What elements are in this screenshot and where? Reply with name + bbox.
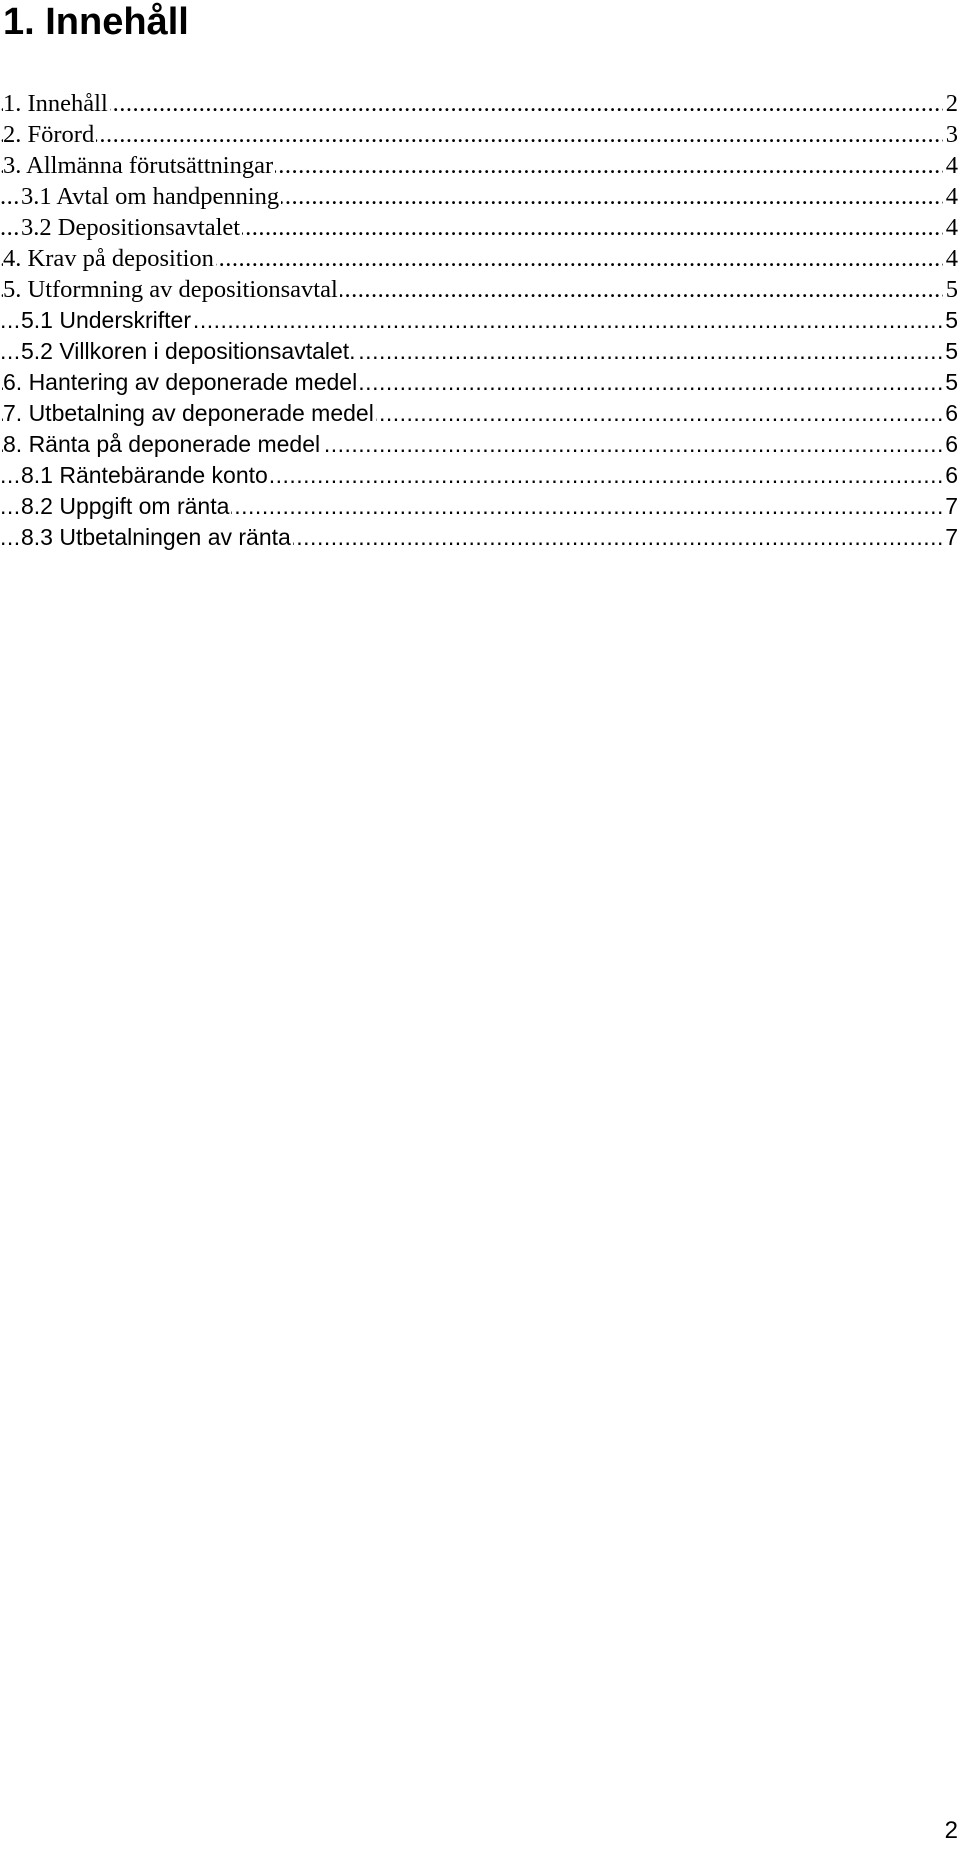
toc-entry-title: 1. Innehåll xyxy=(3,90,108,117)
toc-entry-title: 6. Hantering av deponerade medel xyxy=(3,369,358,395)
toc-entry-rantebarande-konto[interactable] xyxy=(0,460,958,491)
toc-entry-villkoren[interactable] xyxy=(0,336,958,367)
toc-entry-ranta[interactable] xyxy=(0,429,958,460)
toc-leader xyxy=(0,119,958,150)
toc-entry-title: 3.1 Avtal om handpenning xyxy=(21,183,280,210)
page-number: 2 xyxy=(944,1817,958,1844)
toc-entry-page: 3 xyxy=(943,119,958,150)
toc-entry-hantering[interactable] xyxy=(0,367,958,398)
toc-entry-page: 2 xyxy=(943,88,958,119)
toc-entry-utbetalning[interactable] xyxy=(0,398,958,429)
toc-entry-innehall[interactable] xyxy=(0,88,958,119)
toc-entry-title: 3. Allmänna förutsättningar xyxy=(3,152,274,179)
toc-entry-page: 7 xyxy=(942,491,958,522)
toc-entry-underskrifter[interactable] xyxy=(0,305,958,336)
toc-entry-allmanna-forutsattningar[interactable] xyxy=(0,150,958,181)
toc-entry-utbetalningen-av-ranta[interactable] xyxy=(0,522,958,553)
toc-entry-depositionsavtalet[interactable] xyxy=(0,212,958,243)
toc-entry-page: 5 xyxy=(942,336,958,367)
toc-entry-utformning[interactable] xyxy=(0,274,958,305)
toc-entry-page: 4 xyxy=(943,150,958,181)
toc-entry-title: 8.2 Uppgift om ränta xyxy=(21,493,230,519)
toc-entry-avtal-om-handpenning[interactable] xyxy=(0,181,958,212)
toc-entry-title: 2. Förord xyxy=(3,121,95,148)
page-title: 1. Innehåll xyxy=(3,1,189,43)
toc-entry-page: 6 xyxy=(942,429,958,460)
toc-entry-page: 4 xyxy=(943,243,958,274)
toc-entry-page: 6 xyxy=(942,460,958,491)
toc-entry-page: 4 xyxy=(943,212,958,243)
toc-entry-title: 7. Utbetalning av deponerade medel xyxy=(3,400,374,426)
toc-entry-title: 8.3 Utbetalningen av ränta xyxy=(21,524,291,550)
toc-entry-title: 8. Ränta på deponerade medel xyxy=(3,431,321,457)
toc-entry-page: 4 xyxy=(943,181,958,212)
toc-entry-uppgift-om-ranta[interactable] xyxy=(0,491,958,522)
toc-leader xyxy=(0,88,958,119)
toc-entry-title: 8.1 Räntebärande konto xyxy=(21,462,268,488)
toc-entry-page: 5 xyxy=(942,305,958,336)
toc-entry-page: 5 xyxy=(942,367,958,398)
toc-entry-title: 4. Krav på deposition xyxy=(3,245,214,272)
toc-entry-title: 5.2 Villkoren i depositionsavtalet. xyxy=(21,338,356,364)
toc-entry-krav-pa-deposition[interactable] xyxy=(0,243,958,274)
table-of-contents xyxy=(0,88,958,553)
toc-entry-page: 5 xyxy=(943,274,958,305)
toc-entry-title: 3.2 Depositionsavtalet xyxy=(21,214,241,241)
toc-entry-forord[interactable] xyxy=(0,119,958,150)
toc-entry-title: 5. Utformning av depositionsavtal xyxy=(3,276,338,303)
toc-entry-page: 7 xyxy=(942,522,958,553)
toc-entry-title: 5.1 Underskrifter xyxy=(21,307,192,333)
toc-entry-page: 6 xyxy=(942,398,958,429)
